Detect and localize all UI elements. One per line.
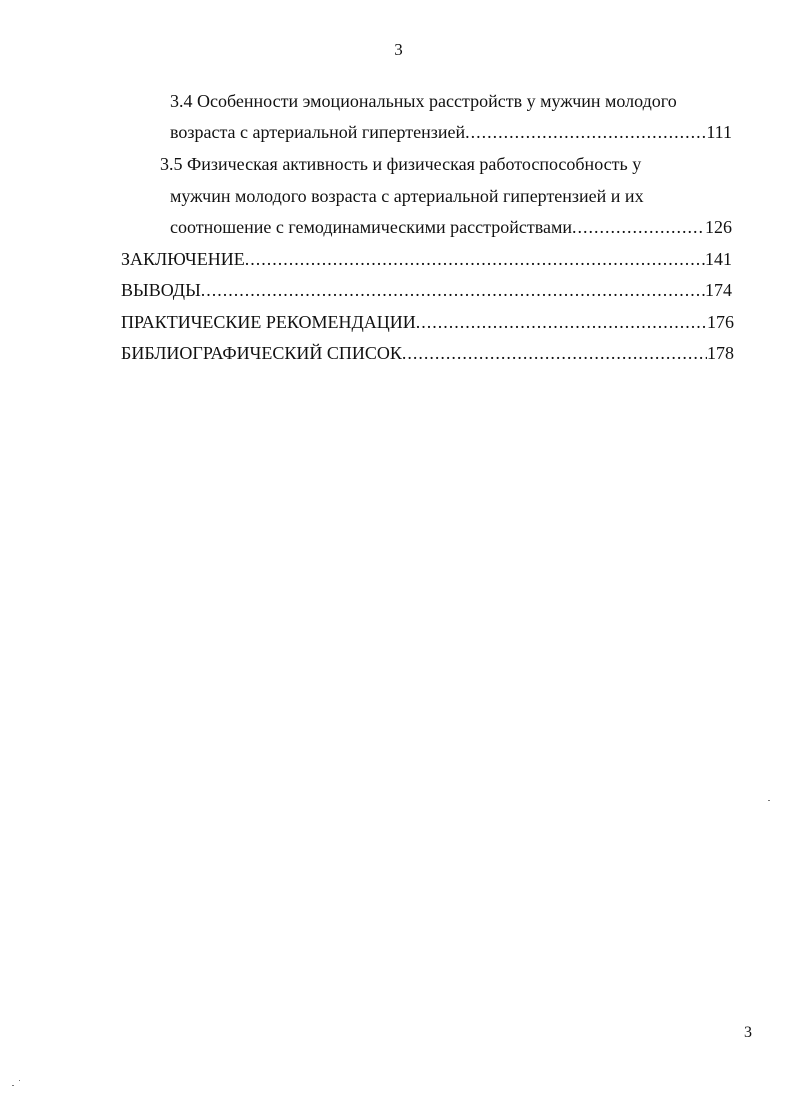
page-number-bottom: 3 bbox=[744, 1024, 752, 1041]
toc-item-3-4-text: возраста с артериальной гипертензией bbox=[170, 122, 466, 142]
toc-item-3-4-line-1: 3.4 Особенности эмоциональных расстройств у мужчин молодого bbox=[170, 91, 677, 111]
toc-item-bibliography-page: 178 bbox=[707, 343, 734, 363]
toc-item-conclusion-text: ЗАКЛЮЧЕНИЕ bbox=[121, 249, 245, 269]
toc-item-conclusion-page: 141 bbox=[705, 249, 732, 269]
scan-speck bbox=[768, 800, 770, 801]
toc-item-recommendations-text: ПРАКТИЧЕСКИЕ РЕКОМЕНДАЦИИ bbox=[121, 312, 416, 332]
toc-item-bibliography-text: БИБЛИОГРАФИЧЕСКИЙ СПИСОК bbox=[121, 343, 402, 363]
toc-item-3-4-page: 111 bbox=[706, 122, 732, 142]
toc-leader-dots bbox=[402, 342, 707, 364]
toc-leader-dots bbox=[416, 311, 707, 333]
scan-speck bbox=[12, 1085, 14, 1086]
toc-item-recommendations-page: 176 bbox=[707, 312, 734, 332]
toc-item-conclusion bbox=[121, 248, 732, 270]
toc-item-3-5-line-2: мужчин молодого возраста с артериальной гипертензией и их bbox=[170, 186, 644, 206]
toc-item-3-4-line-2 bbox=[170, 121, 732, 143]
toc-item-3-5-line-1: 3.5 Физическая активность и физическая работоспособность у bbox=[160, 154, 642, 174]
toc-leader-dots bbox=[465, 121, 706, 143]
toc-leader-dots bbox=[572, 216, 705, 238]
toc-item-recommendations bbox=[121, 311, 734, 333]
toc-item-3-5-text: соотношение с гемодинамическими расстройствами bbox=[170, 217, 572, 237]
scan-speck bbox=[19, 1080, 20, 1081]
toc-item-findings-page: 174 bbox=[705, 280, 732, 300]
toc-item-3-5-line-3 bbox=[170, 216, 732, 238]
page-number-top: 3 bbox=[394, 40, 403, 59]
toc-item-3-5-page: 126 bbox=[705, 217, 732, 237]
toc-leader-dots bbox=[245, 248, 705, 270]
toc-leader-dots bbox=[201, 279, 705, 301]
toc-item-bibliography bbox=[121, 342, 734, 364]
toc-item-findings-text: ВЫВОДЫ bbox=[121, 280, 201, 300]
toc-item-findings bbox=[121, 279, 732, 301]
